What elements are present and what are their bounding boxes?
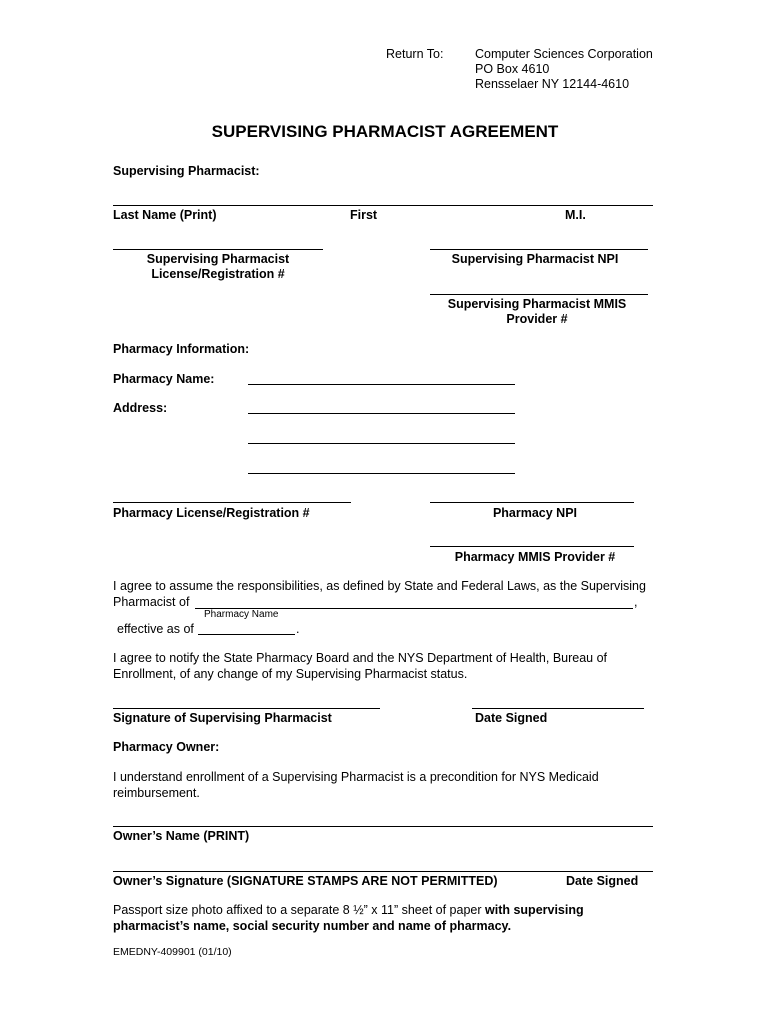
supervising-mmis-line[interactable]: [430, 294, 648, 295]
pharmacy-name-field[interactable]: [248, 384, 515, 385]
effective-period: .: [296, 622, 300, 636]
notify-text: I agree to notify the State Pharmacy Board and the NYS Department of Health, Bureau of Enrollment, of any change of my Supervising Pharmacist status.: [113, 651, 608, 681]
pharmacy-name-caption: Pharmacy Name: [204, 609, 279, 620]
pharmacy-name-label: Pharmacy Name:: [113, 372, 215, 386]
owner-signature-line[interactable]: [113, 871, 653, 872]
owner-understand-text: I understand enrollment of a Supervising Pharmacist is a precondition for NYS Medicaid reimbursement.: [113, 770, 599, 800]
supervising-license-label: Supervising Pharmacist License/Registration #: [146, 252, 290, 281]
first-name-label: First: [350, 208, 378, 222]
owner-signature-label: Owner’s Signature (SIGNATURE STAMPS ARE NOT PERMITTED): [113, 874, 498, 888]
address-field-line-1[interactable]: [248, 413, 515, 414]
address-field-line-3[interactable]: [248, 473, 515, 474]
pharmacy-owner-heading: Pharmacy Owner:: [113, 740, 220, 754]
form-id: EMEDNY-409901 (01/10): [113, 946, 232, 958]
supervising-date-signed-label: Date Signed: [475, 711, 548, 725]
owner-name-line[interactable]: [113, 826, 653, 827]
return-address-line-2: PO Box 4610: [475, 62, 550, 76]
pharmacy-license-line[interactable]: [113, 502, 351, 503]
supervising-npi-line[interactable]: [430, 249, 648, 250]
pharmacy-license-label: Pharmacy License/Registration #: [113, 506, 310, 520]
supervising-date-line[interactable]: [472, 708, 644, 709]
pharmacy-mmis-label: Pharmacy MMIS Provider #: [454, 550, 616, 564]
address-label: Address:: [113, 401, 168, 415]
supervising-pharmacist-name-line[interactable]: [113, 205, 653, 206]
return-address-line-1: Computer Sciences Corporation: [475, 47, 653, 61]
photo-note: Passport size photo affixed to a separate 8 ½” x 11” sheet of paper with supervising pharmacist’s name, social security number and name of pharmacy.: [113, 903, 584, 933]
middle-initial-label: M.I.: [565, 208, 586, 222]
pharmacy-mmis-line[interactable]: [430, 546, 634, 547]
return-to-label: Return To:: [386, 47, 444, 61]
supervising-pharmacist-heading: Supervising Pharmacist:: [113, 164, 260, 178]
supervising-license-line[interactable]: [113, 249, 323, 250]
last-name-label: Last Name (Print): [113, 208, 217, 222]
agreement-comma: ,: [634, 595, 638, 609]
agreement-text-line-1: I agree to assume the responsibilities, as defined by State and Federal Laws, as the Supervising: [113, 579, 646, 593]
pharmacy-npi-line[interactable]: [430, 502, 634, 503]
supervising-mmis-label: Supervising Pharmacist MMIS Provider #: [447, 297, 627, 326]
pharmacy-npi-label: Pharmacy NPI: [492, 506, 578, 520]
owner-date-signed-label: Date Signed: [566, 874, 639, 888]
address-field-line-2[interactable]: [248, 443, 515, 444]
return-address-line-3: Rensselaer NY 12144-4610: [475, 77, 630, 91]
effective-date-field[interactable]: [198, 634, 295, 635]
supervising-npi-label: Supervising Pharmacist NPI: [451, 252, 619, 266]
agreement-pharmacist-of: Pharmacist of: [113, 595, 190, 609]
supervising-signature-line[interactable]: [113, 708, 380, 709]
pharmacy-information-heading: Pharmacy Information:: [113, 342, 250, 356]
owner-name-label: Owner’s Name (PRINT): [113, 829, 250, 843]
page-title: SUPERVISING PHARMACIST AGREEMENT: [211, 122, 559, 141]
effective-as-of-label: effective as of: [117, 622, 194, 636]
supervising-signature-label: Signature of Supervising Pharmacist: [113, 711, 332, 725]
